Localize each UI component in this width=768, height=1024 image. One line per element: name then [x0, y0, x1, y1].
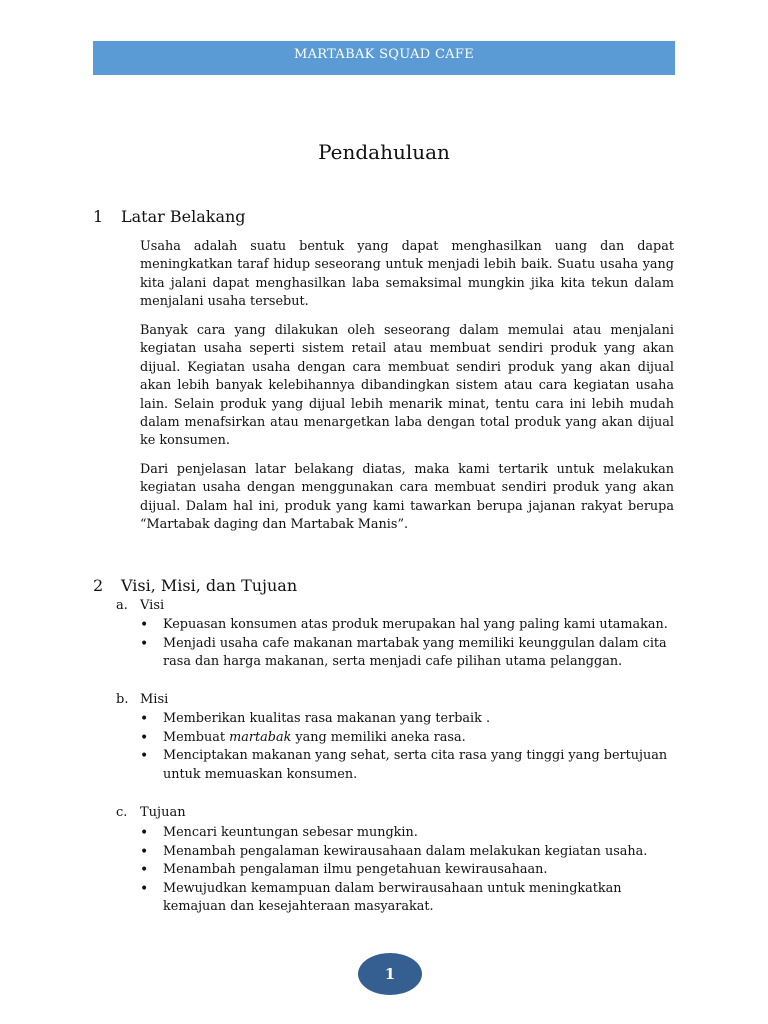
subsection-label: Misi — [140, 692, 169, 707]
subsection-misi — [116, 691, 168, 709]
page-number: 1 — [384, 965, 396, 983]
section-heading-visi-misi-tujuan — [93, 576, 297, 595]
section-number: 2 — [93, 576, 104, 595]
subsection-label: Visi — [140, 598, 165, 613]
section-heading-latar-belakang — [93, 207, 246, 226]
list-item: • Menambah pengalaman ilmu pengetahuan kewirausahaan. — [140, 861, 680, 880]
subsection-visi — [116, 597, 164, 615]
page-number-badge — [358, 953, 422, 995]
subsection-letter: b. — [116, 692, 129, 707]
paragraph-3: Dari penjelasan latar belakang diatas, maka kami tertarik untuk melakukan kegiatan usaha dengan menggunakan cara membuat sendiri produk yang akan dijual. Dalam hal ini, produk yang kami tawarkan berupa jajanan rakyat berupa “Martabak daging dan Martabak Manis”. — [140, 462, 674, 533]
visi-list — [140, 616, 680, 672]
section-number: 1 — [93, 207, 104, 226]
header-title: MARTABAK SQUAD CAFE — [293, 47, 474, 62]
list-item: • Memberikan kualitas rasa makanan yang terbaik . — [140, 710, 680, 729]
paragraph-1: Usaha adalah suatu bentuk yang dapat menghasilkan uang dan dapat meningkatkan taraf hidup seseorang untuk menjadi lebih baik. Suatu usaha yang kita jalani dapat menghasilkan laba semaksimal mungkin jika kita tekun dalam menjalani usaha tersebut. — [140, 239, 674, 310]
tujuan-list — [140, 824, 680, 917]
paragraph-2: Banyak cara yang dilakukan oleh seseorang dalam memulai atau menjalani kegiatan usaha seperti sistem retail atau membuat sendiri produk yang akan dijual. Kegiatan usaha dengan cara membuat sendiri produk yang akan dijual akan lebih banyak kelebihannya dibandingkan sistem atau cara kegiatan usaha lain. Selain produk yang dijual lebih menarik minat, tentu cara ini lebih mudah dalam menafsirkan atau menargetkan laba dengan total produk yang akan dijual ke konsumen. — [140, 323, 674, 449]
subsection-label: Tujuan — [140, 805, 186, 820]
list-item: • Menciptakan makanan yang sehat, serta cita rasa yang tinggi yang bertujuan untuk memuaskan konsumen. — [140, 747, 680, 784]
page-header — [93, 41, 675, 75]
list-item-italic: martabak — [229, 729, 292, 745]
list-item: • Mencari keuntungan sebesar mungkin. — [140, 824, 680, 843]
list-item: • Menambah pengalaman kewirausahaan dalam melakukan kegiatan usaha. — [140, 843, 680, 862]
page-title: Pendahuluan — [318, 140, 450, 164]
list-item — [140, 729, 680, 748]
list-item: • Menjadi usaha cafe makanan martabak yang memiliki keunggulan dalam cita rasa dan harga makanan, serta menjadi cafe pilihan utama pelanggan. — [140, 635, 680, 672]
misi-list — [140, 710, 680, 784]
section-title: Latar Belakang — [121, 207, 246, 226]
subsection-letter: a. — [116, 598, 128, 613]
list-item-text: Membuat — [163, 729, 230, 745]
section-title: Visi, Misi, dan Tujuan — [121, 576, 298, 595]
list-item-text: yang memiliki aneka rasa. — [291, 729, 466, 745]
list-item: • Kepuasan konsumen atas produk merupakan hal yang paling kami utamakan. — [140, 616, 680, 635]
subsection-tujuan — [116, 804, 186, 822]
list-item: • Mewujudkan kemampuan dalam berwirausahaan untuk meningkatkan kemajuan dan kesejahteraan masyarakat. — [140, 880, 680, 917]
subsection-letter: c. — [116, 805, 128, 820]
